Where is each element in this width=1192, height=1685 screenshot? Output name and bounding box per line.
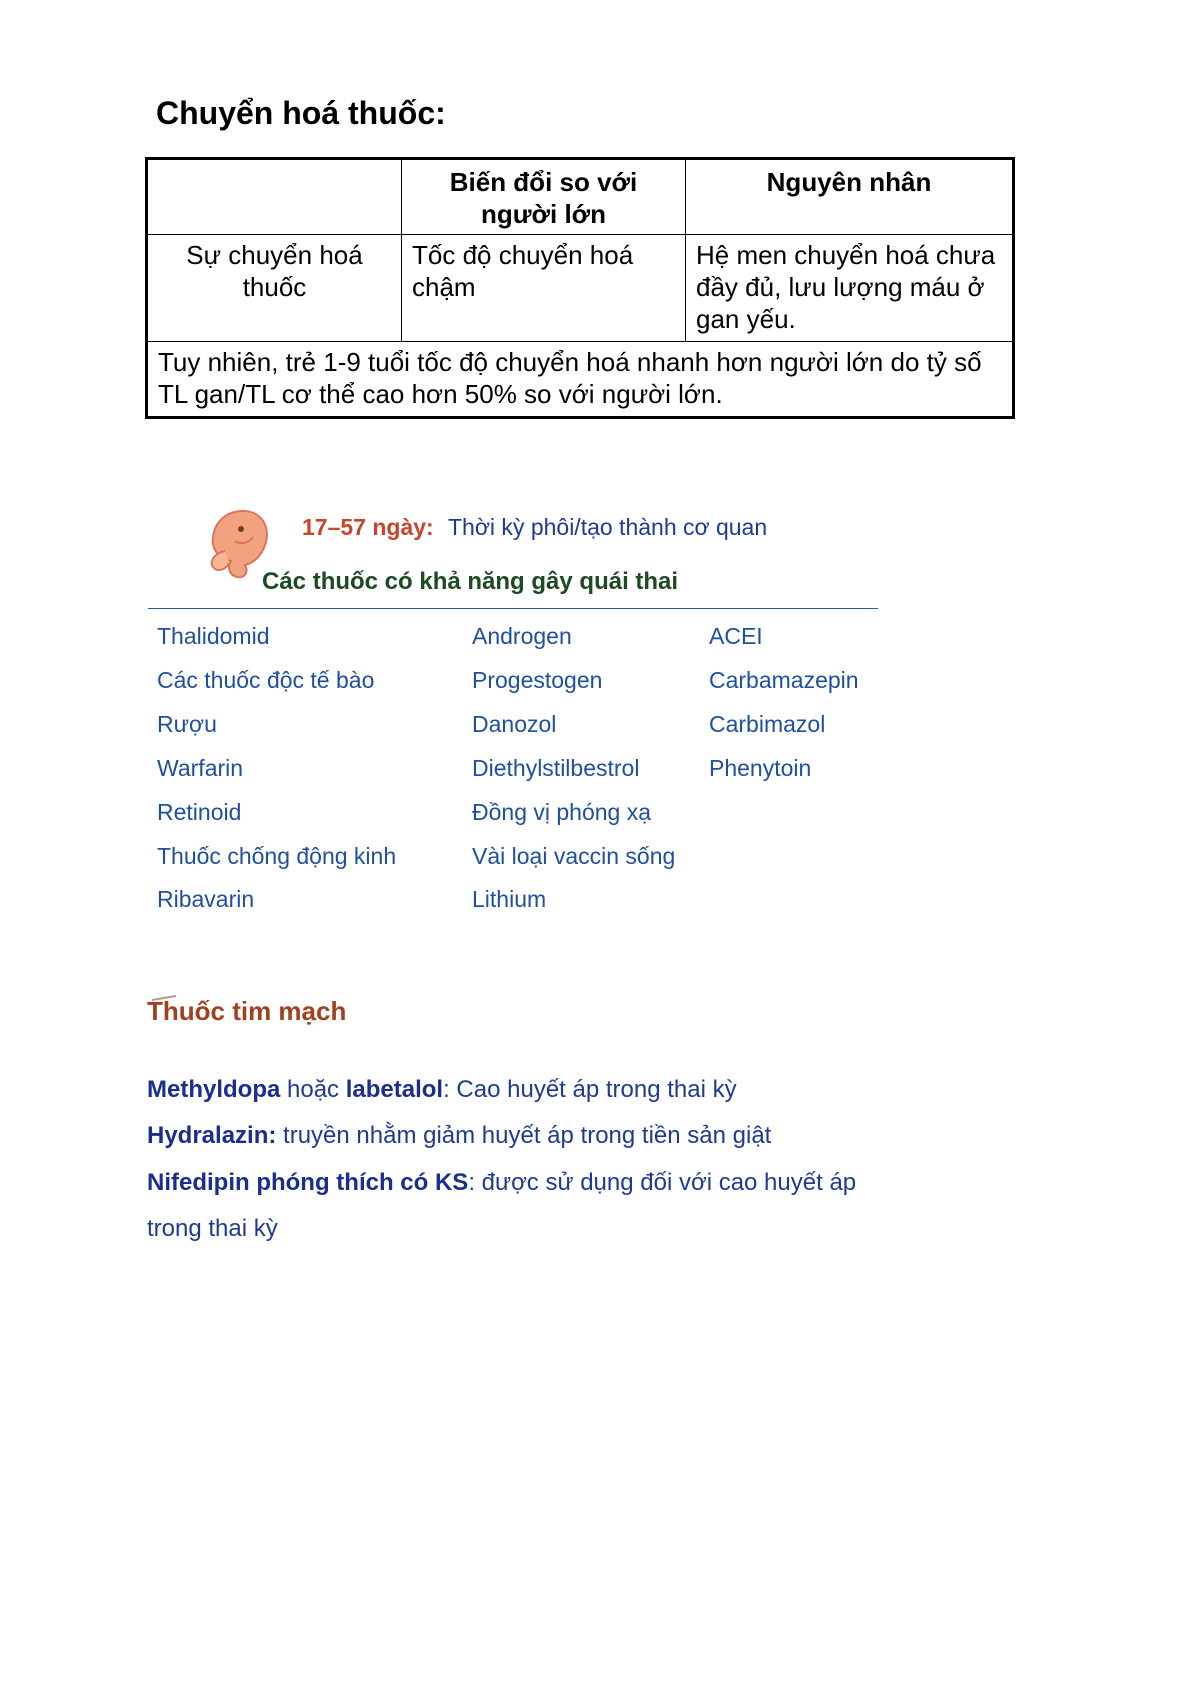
teratogen-title: Các thuốc có khả năng gây quái thai [262,568,679,595]
row-label: Sự chuyển hoá thuốc [147,235,402,342]
drug-name: Nifedipin phóng thích có KS [147,1169,469,1196]
header-cell-empty [147,159,402,235]
drug-item: Diethylstilbestrol [472,755,640,781]
table-note-row [147,342,1014,418]
drug-item: Rượu [157,711,217,737]
indication-text: truyền nhằm giảm huyết áp trong tiền sản giật [276,1122,772,1149]
drug-item: Ribavarin [157,886,255,912]
cardio-line [147,1122,771,1150]
row-change: Tốc độ chuyển hoá chậm [402,235,686,342]
section-title: Thuốc tim mạch [147,996,347,1026]
period-range: 17–57 ngày: [302,514,434,540]
indication-text: : được sử dụng đối với cao huyết áp [468,1169,857,1196]
drug-item: Vài loại vaccin sống [472,843,676,869]
row-cause: Hệ men chuyển hoá chưa đầy đủ, lưu lượng máu ở gan yếu. [686,235,1014,342]
drug-item: Các thuốc độc tế bào [157,667,375,693]
drug-item: Lithium [472,886,547,912]
drug-item: Danozol [472,711,557,737]
drug-item: Thuốc chống động kinh [157,843,397,869]
table-row [147,235,1014,342]
header-cell-cause: Nguyên nhân [686,159,1014,235]
divider [148,608,878,609]
drug-name: labetalol [345,1076,444,1103]
cardio-line [147,1215,278,1243]
drug-name: Methyldopa [147,1076,281,1103]
indication-text: : Cao huyết áp trong thai kỳ [443,1076,737,1103]
drug-item: Progestogen [472,667,603,693]
drug-item: Thalidomid [157,623,270,649]
connector-text: hoặc [280,1076,346,1103]
drug-item: Carbimazol [709,711,826,737]
cardio-line [147,1169,856,1197]
indication-text: trong thai kỳ [147,1215,278,1242]
cardio-line [147,1076,737,1104]
page-title: Chuyển hoá thuốc: [156,95,446,131]
drug-name: Hydralazin: [147,1122,277,1149]
table-note: Tuy nhiên, trẻ 1-9 tuổi tốc độ chuyển hoá nhanh hơn người lớn do tỷ số TL gan/TL cơ thể cao hơn 50% so với người lớn. [147,342,1014,418]
drug-item: Đồng vị phóng xạ [472,799,652,825]
table-header-row [147,159,1014,235]
drug-item: ACEI [709,623,763,649]
period-description: Thời kỳ phôi/tạo thành cơ quan [448,514,768,540]
metabolism-table [145,157,1015,419]
drug-item: Warfarin [157,755,244,781]
drug-item: Retinoid [157,799,242,825]
drug-item: Androgen [472,623,572,649]
header-cell-change: Biến đổi so với người lớn [402,159,686,235]
drug-item: Carbamazepin [709,667,859,693]
drug-item: Phenytoin [709,755,812,781]
